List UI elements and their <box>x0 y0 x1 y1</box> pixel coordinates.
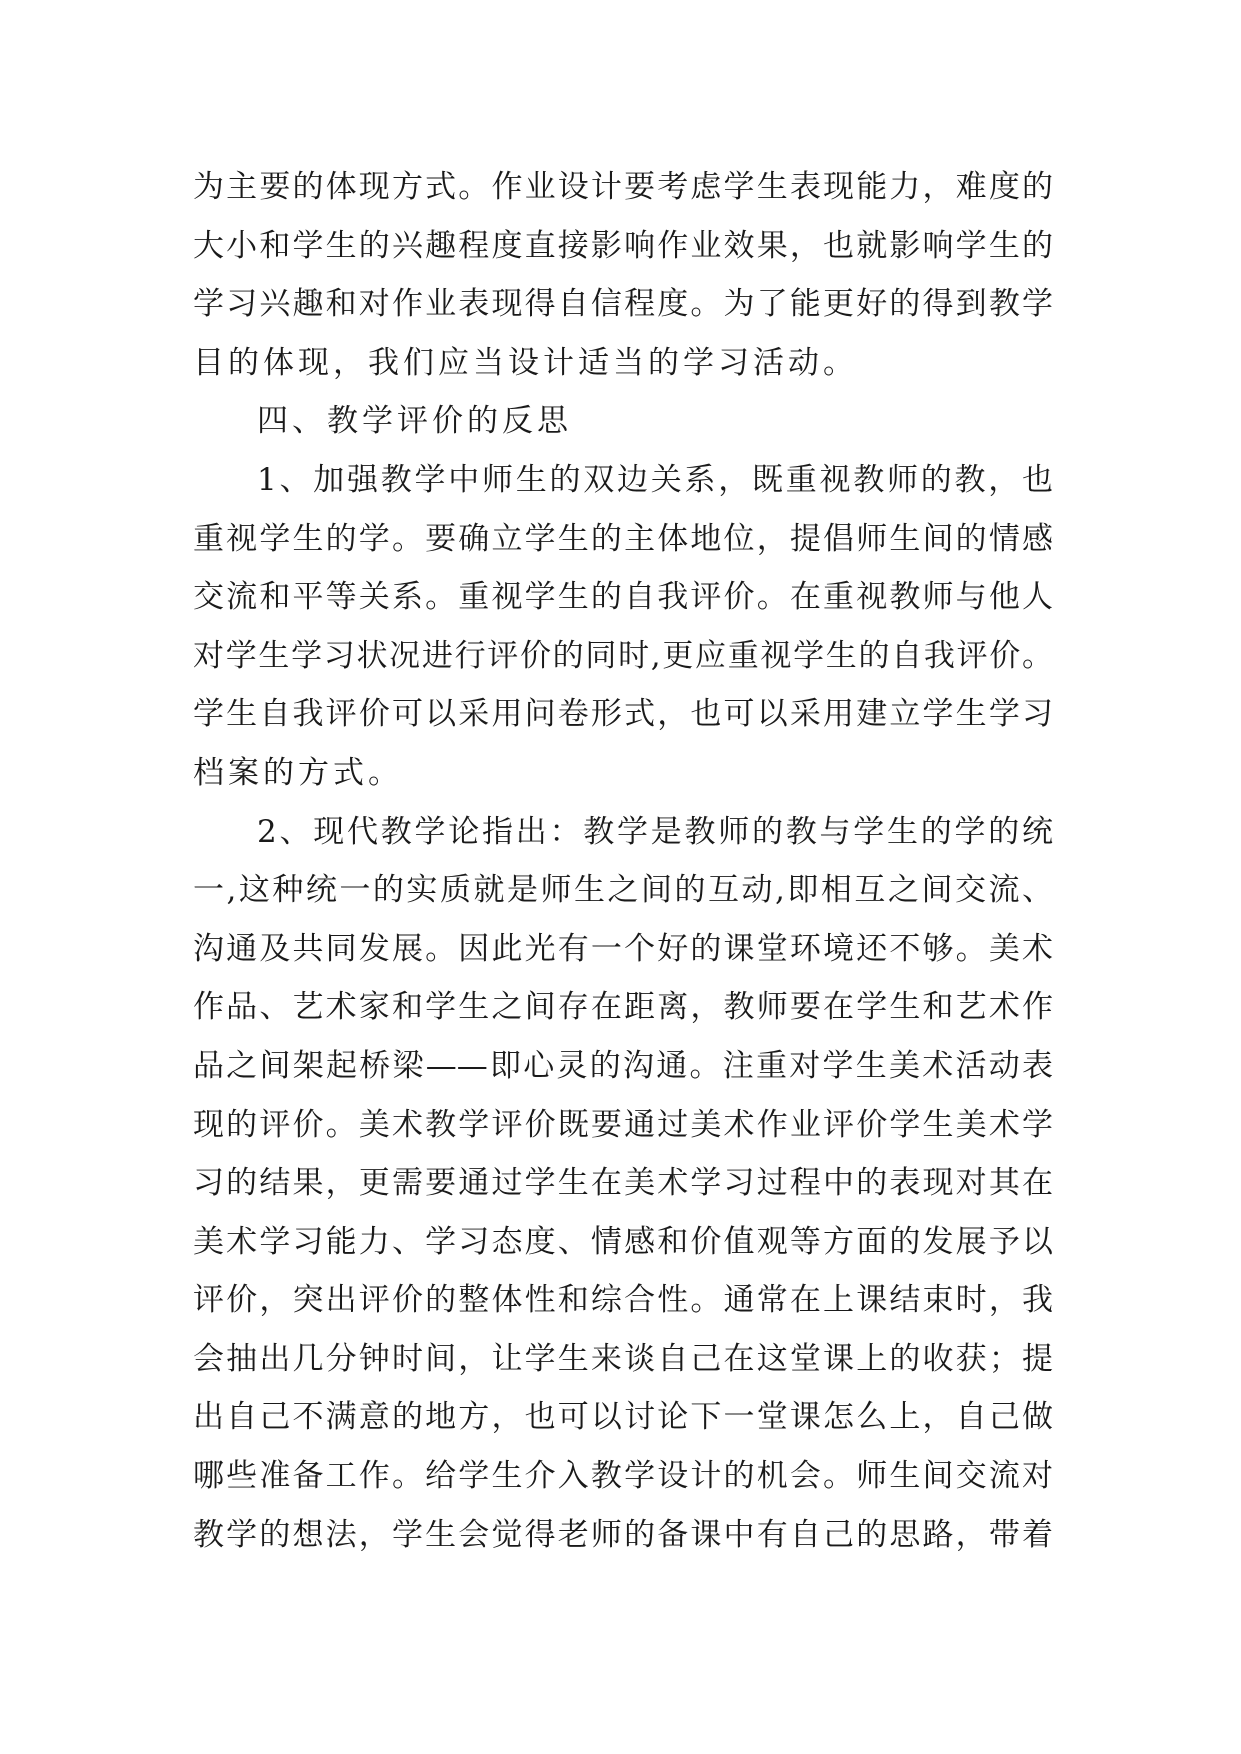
text-line: 美术学习能力、学习态度、情感和价值观等方面的发展予以 <box>193 1223 1053 1260</box>
text-line: 一,这种统一的实质就是师生之间的互动,即相互之间交流、 <box>193 872 1053 909</box>
paragraph-homework-design <box>193 158 1053 392</box>
text-line: 沟通及共同发展。因此光有一个好的课堂环境还不够。美术 <box>193 930 1053 967</box>
text-line: 作品、艺术家和学生之间存在距离，教师要在学生和艺术作 <box>193 989 1053 1026</box>
text-line: 大小和学生的兴趣程度直接影响作业效果，也就影响学生的 <box>193 227 1053 264</box>
section-heading-teaching-evaluation <box>193 392 1053 451</box>
text-line: 2、现代教学论指出：教学是教师的教与学生的学的统 <box>257 813 1053 850</box>
text-line: 交流和平等关系。重视学生的自我评价。在重视教师与他人 <box>193 579 1053 616</box>
text-line: 学生自我评价可以采用问卷形式，也可以采用建立学生学习 <box>193 696 1053 733</box>
text-line: 品之间架起桥梁——即心灵的沟通。注重对学生美术活动表 <box>193 1047 1053 1084</box>
text-line: 档案的方式。 <box>193 754 403 791</box>
text-line: 评价，突出评价的整体性和综合性。通常在上课结束时，我 <box>193 1282 1053 1319</box>
text-line: 教学的想法，学生会觉得老师的备课中有自己的思路，带着 <box>193 1516 1053 1553</box>
text-line: 为主要的体现方式。作业设计要考虑学生表现能力，难度的 <box>193 169 1053 205</box>
text-line: 重视学生的学。要确立学生的主体地位，提倡师生间的情感 <box>193 520 1053 557</box>
text-line: 哪些准备工作。给学生介入教学设计的机会。师生间交流对 <box>193 1458 1053 1495</box>
text-line: 出自己不满意的地方，也可以讨论下一堂课怎么上，自己做 <box>193 1399 1053 1436</box>
text-line: 习的结果，更需要通过学生在美术学习过程中的表现对其在 <box>193 1165 1053 1202</box>
text-line: 1、加强教学中师生的双边关系，既重视教师的教，也 <box>257 461 1053 498</box>
text-line: 现的评价。美术教学评价既要通过美术作业评价学生美术学 <box>193 1106 1053 1143</box>
text-line: 学习兴趣和对作业表现得自信程度。为了能更好的得到教学 <box>193 286 1053 323</box>
text-line: 对学生学习状况进行评价的同时,更应重视学生的自我评价。 <box>193 637 1053 674</box>
paragraph-point-2 <box>193 803 1053 1565</box>
text-line: 目的体现，我们应当设计适当的学习活动。 <box>193 344 858 381</box>
section-heading: 四、教学评价的反思 <box>257 403 572 440</box>
document-body <box>193 158 1053 1564</box>
text-line: 会抽出几分钟时间，让学生来谈自己在这堂课上的收获；提 <box>193 1340 1053 1377</box>
paragraph-point-1 <box>193 451 1053 803</box>
